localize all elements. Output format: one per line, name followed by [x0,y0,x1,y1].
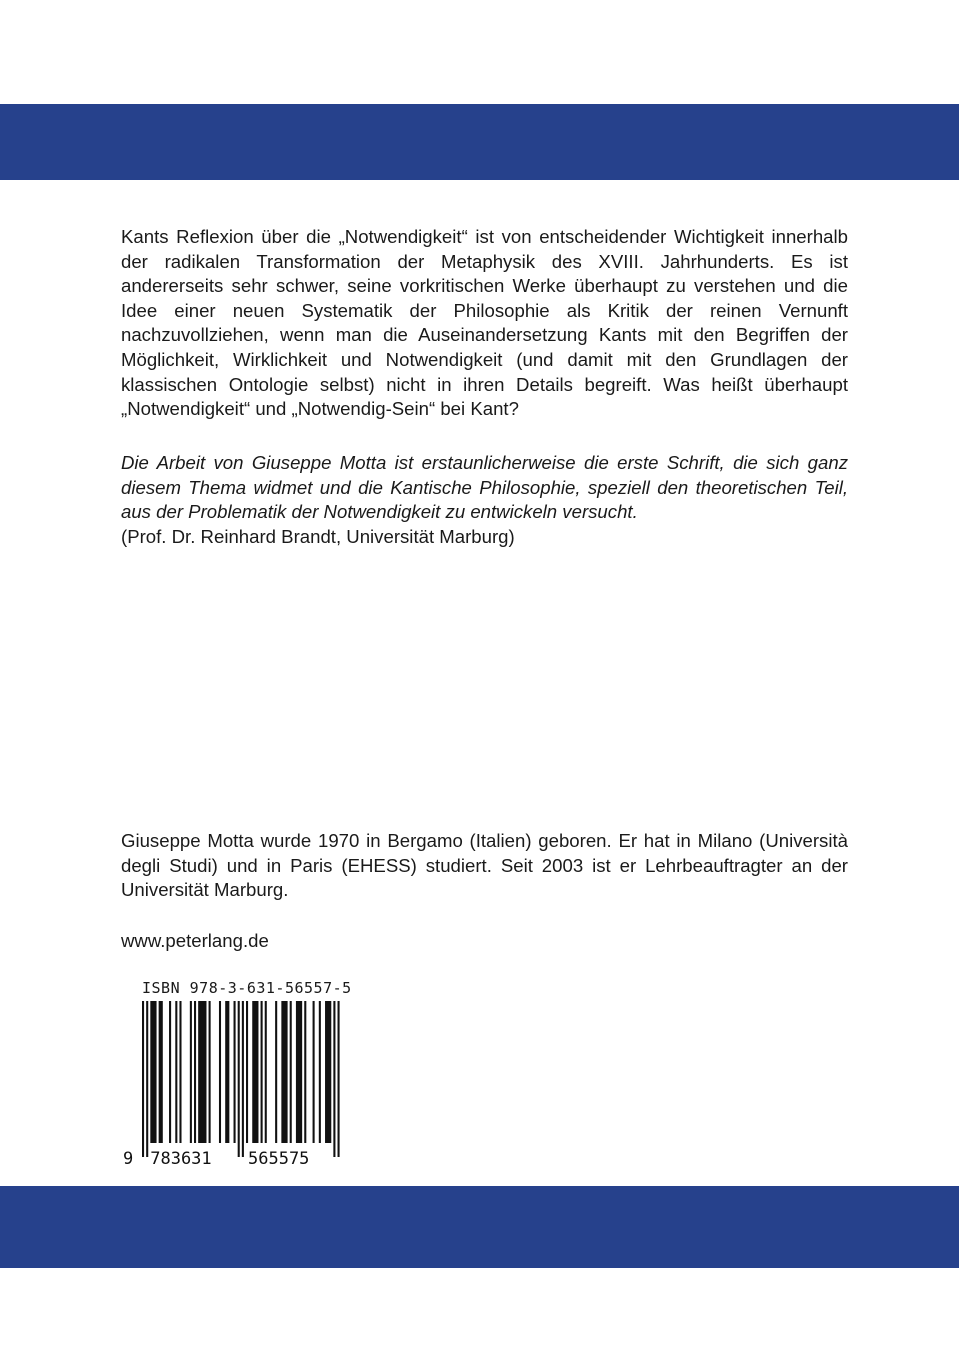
barcode-bar [313,1001,315,1143]
isbn-barcode [121,977,352,1171]
barcode-bar [150,1001,156,1143]
barcode-bar [225,1001,229,1143]
barcode-guard-bar [333,1001,335,1157]
barcode-bar [325,1001,331,1143]
barcode-bar [281,1001,287,1143]
barcode-bar [234,1001,236,1143]
barcode-bar [246,1001,248,1143]
barcode-bar [296,1001,302,1143]
barcode-bar [219,1001,221,1143]
barcode-bar [261,1001,263,1143]
barcode-bar [175,1001,177,1143]
barcode-bar [198,1001,206,1143]
barcode-bar [190,1001,192,1143]
barcode-digit-first: 9 [123,1149,134,1169]
barcode-guard-bar [242,1001,244,1157]
barcode-digits-left: 783631 [150,1149,212,1169]
barcode-guard-bar [146,1001,148,1157]
barcode-bar [275,1001,277,1143]
barcode-bar [319,1001,321,1143]
barcode-guard-bar [338,1001,340,1157]
barcode-bar [159,1001,163,1143]
barcode-digits-right: 565575 [248,1149,310,1169]
isbn-label: ISBN 978-3-631-56557-5 [142,979,352,997]
barcode-bar [252,1001,258,1143]
barcode-bar [194,1001,196,1143]
blurb-section [121,225,848,422]
publisher-website [121,929,848,954]
blurb-paragraph: Kants Reflexion über die „Notwendigkeit“ ist von entscheidender Wichtigkeit innerhalb der radikalen Transformation der Metaphysik des XVIII. Jahrhunderts. Es ist andererseits sehr schwer, seine vorkritischen Werke überhaupt zu verstehen und die Idee einer neuen Systematik der Philosophie als Kritik der reinen Vernunft nachzuvollziehen, wenn man die Auseinandersetzung Kants mit den Begriffen der Möglichkeit, Wirklichkeit und Notwendigkeit (und damit mit den Grundlagen der klassischen Ontologie selbst) nicht in ihren Details begreift. Was heißt überhaupt „Notwendigkeit“ und „Notwendig-Sein“ bei Kant? [121,226,848,420]
barcode-guard-bar [142,1001,144,1157]
top-color-band [0,104,959,180]
barcode-bar [209,1001,211,1143]
barcode-guard-bar [238,1001,240,1157]
barcode-graphic [121,1001,349,1171]
review-quote-attribution: (Prof. Dr. Reinhard Brandt, Universität Marburg) [121,525,515,547]
barcode-bar [179,1001,181,1143]
barcode-bar [265,1001,267,1143]
publisher-website-url: www.peterlang.de [121,930,269,951]
barcode-bar [290,1001,292,1143]
barcode-bar [169,1001,171,1143]
author-bio-section [121,829,848,903]
barcode-bar [304,1001,306,1143]
author-bio-paragraph: Giuseppe Motta wurde 1970 in Bergamo (Italien) geboren. Er hat in Milano (Università degli Studi) und in Paris (EHESS) studiert. Seit 2003 ist er Lehrbeauftragter an der Universität Marburg. [121,830,848,901]
review-quote-section [121,451,848,549]
review-quote-text: Die Arbeit von Giuseppe Motta ist erstaunlicherweise die erste Schrift, die sich ganz diesem Thema widmet und die Kantische Philosophie, speziell den theoretischen Teil, aus der Problematik der Notwendigkeit zu entwickeln versucht. [121,452,848,523]
bottom-color-band [0,1186,959,1268]
